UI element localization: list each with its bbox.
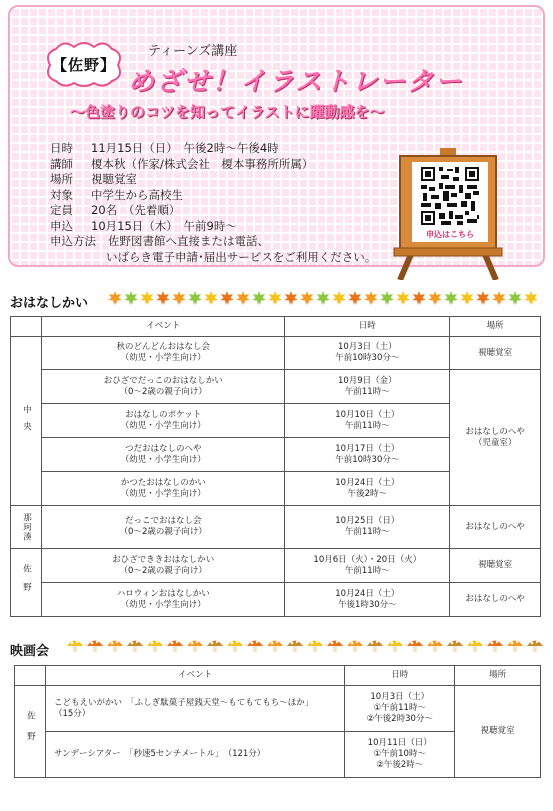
maple-leaf-icon	[428, 291, 442, 305]
info-value-line: いばらき電子申請･届出サービスをご利用ください。	[106, 249, 377, 264]
event-date: 10月24日（土）	[335, 477, 400, 488]
maple-leaf-icon	[140, 291, 154, 305]
event-target: （0～2歳の親子向け）	[119, 565, 207, 576]
area-header	[11, 317, 42, 337]
event-name: つだおはなしのへや	[124, 443, 202, 454]
datetime-cell	[285, 506, 450, 549]
maple-leaf-icon	[332, 291, 346, 305]
location-badge	[44, 39, 124, 89]
maple-leaf-icon	[156, 291, 170, 305]
datetime-cell	[345, 732, 455, 778]
mushroom-icon	[226, 638, 244, 653]
event-time: 午後2時～	[347, 488, 388, 499]
maple-leaf-icon	[380, 291, 394, 305]
table-header-row	[11, 317, 541, 337]
event-name: かつたおはなしのかい	[120, 477, 206, 488]
event-place: 視聴覚室	[478, 347, 513, 358]
page-subtitle: ～色塗りのコツを知ってイラストに躍動感を～	[70, 103, 385, 121]
maple-leaf-icon	[476, 291, 490, 305]
info-value: 榎本秋（作家/株式会社 榎本事務所所属）	[91, 156, 314, 171]
mushroom-icon	[486, 638, 504, 653]
event-target: （幼児・小学生向け）	[120, 454, 206, 465]
event-cell	[45, 732, 344, 778]
event-place: おはなしのへや	[465, 521, 525, 532]
maple-leaf-icon	[348, 291, 362, 305]
event-cell	[41, 583, 285, 617]
event-cell	[41, 404, 285, 438]
event-cell	[41, 472, 285, 506]
info-row	[50, 141, 376, 157]
datetime-cell	[285, 583, 450, 617]
event-place: 視聴覚室	[478, 560, 513, 570]
maple-leaf-icon	[444, 291, 458, 305]
mushroom-icon	[86, 638, 104, 653]
info-row	[50, 234, 376, 265]
mushroom-icon	[466, 638, 484, 653]
event-place: 視聴覚室	[480, 726, 515, 736]
mushroom-icon	[326, 638, 344, 653]
info-value: 20名 （先着順）	[91, 203, 181, 217]
table-header-row	[15, 666, 541, 686]
mushroom-icon	[126, 638, 144, 653]
info-value: 視聴覚室	[91, 172, 137, 186]
place-header: 場所	[455, 666, 541, 686]
mushroom-icon	[386, 638, 404, 653]
event-name: おひざでききおはなしかい	[112, 554, 215, 565]
maple-leaf-icon	[492, 291, 506, 305]
datetime-cell	[285, 438, 450, 472]
application-qr-link[interactable]	[412, 162, 488, 242]
table-row	[11, 583, 541, 617]
mushroom-icon	[246, 638, 264, 653]
qr-label: 申込はこちら	[426, 230, 474, 239]
eiga-table	[14, 665, 541, 778]
mushroom-icon	[426, 638, 444, 653]
leaf-decoration	[108, 291, 540, 305]
event-date: 10月3日（土）	[337, 342, 397, 352]
info-value-line: 佐野図書館へ直接または電話、	[108, 234, 269, 248]
maple-leaf-icon	[188, 291, 202, 305]
table-row	[11, 337, 541, 370]
badge-label: 【佐野】	[51, 55, 116, 74]
mushroom-icon	[306, 638, 324, 653]
maple-leaf-icon	[252, 291, 266, 305]
mushroom-icon	[406, 638, 424, 653]
datetime-header: 日時	[285, 317, 450, 337]
event-date: 10月11日（日）	[367, 738, 432, 748]
area-header	[15, 666, 46, 686]
event-info	[50, 141, 376, 265]
place-cell	[450, 506, 541, 549]
maple-leaf-icon	[204, 291, 218, 305]
maple-leaf-icon	[396, 291, 410, 305]
mushroom-decoration	[66, 638, 546, 653]
event-duration: （15分）	[53, 708, 91, 719]
event-date: 10月10日（土）	[335, 409, 400, 420]
maple-leaf-icon	[460, 291, 474, 305]
table-row	[11, 506, 541, 549]
event-date: 10月24日（土）	[335, 588, 400, 599]
maple-leaf-icon	[284, 291, 298, 305]
event-place-sub: （児童室）	[473, 437, 517, 448]
event-time: 午前11時～	[344, 420, 390, 431]
event-target: （0～2歳の親子向け）	[119, 527, 207, 537]
area-cell-chuo	[11, 337, 42, 506]
info-value: 10月15日（木） 午前9時～	[91, 218, 237, 233]
info-value: 中学生から高校生	[91, 187, 183, 202]
ohanashi-heading: おはなしかい	[10, 296, 89, 311]
area-label: 佐野	[21, 564, 32, 601]
place-header: 場所	[450, 317, 541, 337]
place-cell	[450, 583, 541, 617]
mushroom-icon	[266, 638, 284, 653]
maple-leaf-icon	[236, 291, 250, 305]
qr-code-icon	[419, 165, 481, 227]
datetime-cell	[285, 549, 450, 583]
maple-leaf-icon	[300, 291, 314, 305]
event-target: （幼児・小学生向け）	[120, 488, 206, 499]
event-cell	[41, 549, 285, 583]
info-key: 講師	[50, 156, 73, 171]
info-key: 対象	[50, 187, 73, 202]
info-key: 申込方法	[50, 234, 96, 248]
event-time: ①午前11時～	[373, 703, 426, 713]
table-row	[11, 370, 541, 404]
event-target: （幼児・小学生向け）	[120, 353, 206, 363]
event-name: だっこでおはなし会	[124, 516, 202, 526]
mushroom-icon	[206, 638, 224, 653]
info-key: 定員	[50, 203, 73, 217]
mushroom-icon	[186, 638, 204, 653]
maple-leaf-icon	[268, 291, 282, 305]
event-target: （幼児・小学生向け）	[120, 599, 206, 610]
event-place: おはなしのへや	[465, 426, 525, 437]
event-header: イベント	[45, 666, 344, 686]
maple-leaf-icon	[316, 291, 330, 305]
datetime-cell	[285, 337, 450, 370]
maple-leaf-icon	[524, 291, 538, 305]
maple-leaf-icon	[412, 291, 426, 305]
datetime-cell	[285, 370, 450, 404]
mushroom-icon	[506, 638, 524, 653]
event-date: 10月17日（土）	[335, 443, 400, 454]
event-date: 10月9日（金）	[337, 375, 397, 386]
event-date: 10月3日（土）	[370, 692, 430, 702]
event-target: （幼児・小学生向け）	[120, 420, 206, 431]
event-time: ②午後2時～	[376, 760, 424, 770]
mushroom-icon	[286, 638, 304, 653]
info-key: 日時	[50, 141, 73, 155]
event-date: 10月6日（火）・20日（火）	[313, 554, 422, 565]
event-name: サンデーシアター 「秒速5センチメートル」 （121分）	[53, 749, 266, 759]
event-cell	[41, 337, 285, 370]
course-name: ティーンズ講座	[148, 44, 238, 59]
area-cell-sano	[11, 549, 42, 617]
area-label: 中央	[21, 404, 32, 438]
table-row	[11, 549, 541, 583]
event-name: 秋のどんどんおはなし会	[116, 342, 210, 352]
place-cell	[450, 370, 541, 506]
eiga-heading: 映画会	[10, 644, 50, 659]
mushroom-icon	[366, 638, 384, 653]
event-name: おはなしのポケット	[125, 409, 202, 420]
area-cell-nakaminato	[11, 506, 42, 549]
info-value	[108, 234, 376, 265]
datetime-header: 日時	[345, 666, 455, 686]
mushroom-icon	[106, 638, 124, 653]
event-time: 午前11時～	[344, 386, 390, 397]
area-cell-sano	[15, 686, 46, 778]
mushroom-icon	[146, 638, 164, 653]
mushroom-icon	[166, 638, 184, 653]
event-target: （0～2歳の親子向け）	[119, 386, 207, 397]
mushroom-icon	[526, 638, 544, 653]
place-cell	[450, 549, 541, 583]
info-row	[50, 172, 376, 188]
mushroom-icon	[446, 638, 464, 653]
maple-leaf-icon	[364, 291, 378, 305]
maple-leaf-icon	[124, 291, 138, 305]
event-cell	[41, 370, 285, 404]
event-time: 午前11時～	[344, 565, 390, 576]
event-cell	[45, 686, 344, 732]
event-time: 午後1時30分～	[337, 599, 397, 610]
event-name: こどもえいがかい 「ふしぎ駄菓子屋銭天堂～もてもてもち～ほか」	[53, 697, 314, 708]
event-cell	[41, 506, 285, 549]
maple-leaf-icon	[508, 291, 522, 305]
datetime-cell	[285, 472, 450, 506]
mushroom-icon	[66, 638, 84, 653]
maple-leaf-icon	[172, 291, 186, 305]
event-name: ハロウィンおはなしかい	[116, 588, 210, 599]
event-time: 午前11時～	[344, 527, 390, 537]
info-key: 場所	[50, 172, 73, 186]
area-label: 那珂湊	[21, 512, 32, 542]
datetime-cell	[345, 686, 455, 732]
event-time: 午前10時30分～	[335, 454, 400, 465]
info-row	[50, 203, 376, 219]
info-row	[50, 157, 376, 173]
mushroom-icon	[346, 638, 364, 653]
table-row	[15, 686, 541, 732]
event-time: ②午後2時30分～	[366, 714, 433, 724]
maple-leaf-icon	[220, 291, 234, 305]
event-header: イベント	[41, 317, 285, 337]
event-place: おはなしのへや	[465, 594, 525, 604]
place-cell	[450, 337, 541, 370]
event-time: ①午前10時～	[373, 749, 426, 759]
event-name: おひざでだっこのおはなしかい	[103, 375, 223, 386]
info-row	[50, 188, 376, 204]
event-date: 10月25日（日）	[335, 516, 400, 526]
ohanashi-table	[10, 316, 541, 617]
info-row	[50, 219, 376, 235]
info-value: 11月15日（日） 午後2時～午後4時	[91, 141, 279, 155]
event-cell	[41, 438, 285, 472]
area-label: 佐野	[25, 711, 36, 752]
datetime-cell	[285, 404, 450, 438]
event-time: 午前10時30分～	[335, 353, 400, 363]
info-key: 申込	[50, 218, 73, 233]
page-title: めざせ！イラストレーター	[128, 67, 464, 97]
maple-leaf-icon	[108, 291, 122, 305]
place-cell	[455, 686, 541, 778]
